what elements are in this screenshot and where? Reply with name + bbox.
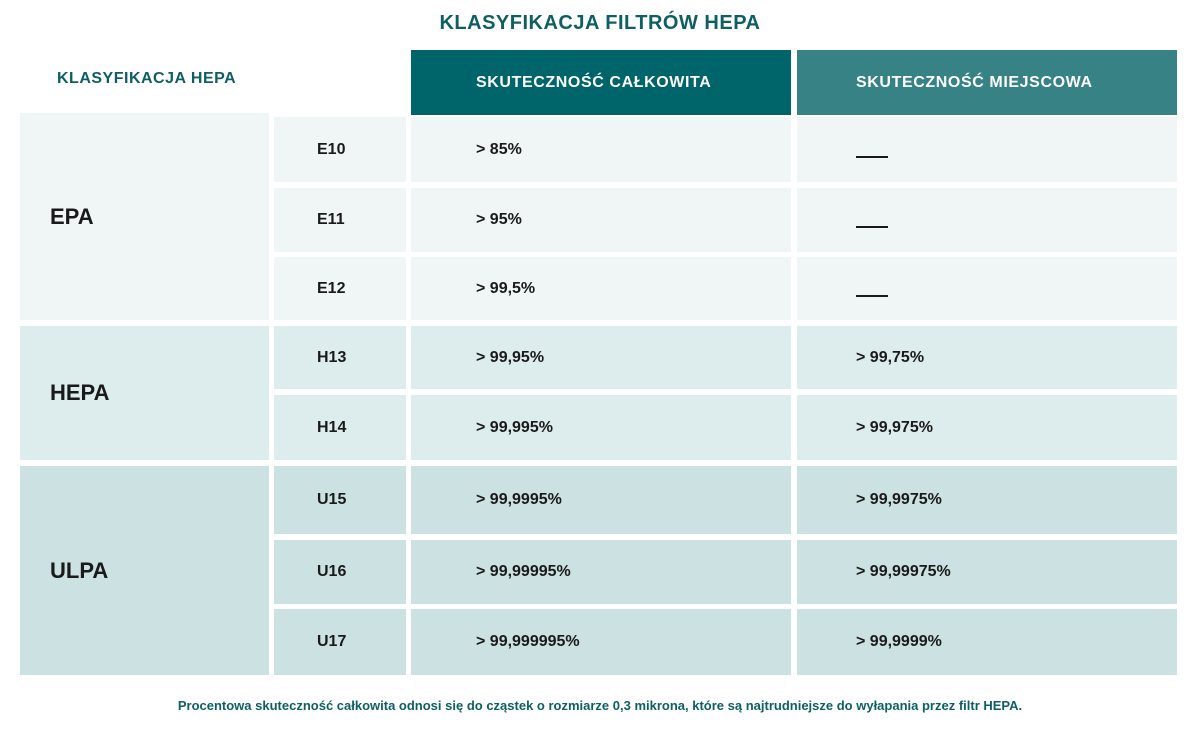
total-efficiency-value: > 85% xyxy=(476,140,522,158)
total-efficiency-cell xyxy=(411,117,791,182)
local-efficiency-value: > 99,99975% xyxy=(856,563,951,580)
table-row-code xyxy=(274,257,406,320)
table-row-code xyxy=(274,188,406,252)
local-efficiency-value: > 99,75% xyxy=(856,348,925,366)
table-row-code xyxy=(274,466,406,534)
group-label: EPA xyxy=(50,203,94,229)
table-row-code xyxy=(274,395,406,460)
class-code: E10 xyxy=(317,140,346,158)
total-efficiency-cell xyxy=(411,609,791,675)
group-label: ULPA xyxy=(50,557,109,583)
table-row-code xyxy=(274,540,406,604)
local-efficiency-value: > 99,9999% xyxy=(856,633,942,650)
total-efficiency-value: > 95% xyxy=(476,211,522,228)
local-efficiency-value: > 99,975% xyxy=(856,418,933,436)
class-code: E12 xyxy=(317,279,346,297)
total-efficiency-cell xyxy=(411,188,791,252)
class-code: H13 xyxy=(317,348,347,366)
total-efficiency-cell xyxy=(411,257,791,320)
total-efficiency-value: > 99,9995% xyxy=(476,491,562,508)
not-applicable-dash xyxy=(856,226,888,228)
class-code: U15 xyxy=(317,491,347,508)
local-efficiency-value: > 99,9975% xyxy=(856,491,942,508)
table-row-code xyxy=(274,326,406,389)
class-code: H14 xyxy=(317,418,347,436)
class-code: U17 xyxy=(317,633,347,650)
total-efficiency-value: > 99,99995% xyxy=(476,563,571,580)
group-label: HEPA xyxy=(50,380,110,405)
local-efficiency-cell xyxy=(797,188,1177,252)
local-efficiency-cell xyxy=(797,326,1177,389)
local-efficiency-header xyxy=(797,50,1177,115)
local-efficiency-cell xyxy=(797,609,1177,675)
total-efficiency-cell xyxy=(411,540,791,604)
page-title: KLASYFIKACJA FILTRÓW HEPA xyxy=(439,12,761,34)
total-efficiency-value: > 99,999995% xyxy=(476,633,580,650)
total-efficiency-cell xyxy=(411,466,791,534)
total-efficiency-cell xyxy=(411,326,791,389)
footnote: Procentowa skuteczność całkowita odnosi się do cząstek o rozmiarze 0,3 mikrona, które są najtrudniejsze do wyłapania przez filtr HEPA. xyxy=(177,698,1023,713)
not-applicable-dash xyxy=(856,156,888,158)
class-code: U16 xyxy=(317,563,347,580)
total-efficiency-header-label: SKUTECZNOŚĆ CAŁKOWITA xyxy=(476,73,712,91)
table-row-code xyxy=(274,609,406,675)
local-efficiency-cell xyxy=(797,540,1177,604)
classification-header: KLASYFIKACJA HEPA xyxy=(57,70,237,87)
total-efficiency-value: > 99,995% xyxy=(476,418,553,436)
group-hepa xyxy=(20,326,269,460)
local-efficiency-cell xyxy=(797,395,1177,460)
table-row-code xyxy=(274,117,406,182)
total-efficiency-value: > 99,95% xyxy=(476,348,545,366)
total-efficiency-cell xyxy=(411,395,791,460)
group-epa xyxy=(20,113,269,320)
local-efficiency-cell xyxy=(797,117,1177,182)
not-applicable-dash xyxy=(856,295,888,297)
local-efficiency-cell xyxy=(797,466,1177,534)
local-efficiency-cell xyxy=(797,257,1177,320)
local-efficiency-header-label: SKUTECZNOŚĆ MIEJSCOWA xyxy=(856,73,1093,91)
total-efficiency-header xyxy=(411,50,791,115)
class-code: E11 xyxy=(317,211,345,228)
group-ulpa xyxy=(20,466,269,675)
total-efficiency-value: > 99,5% xyxy=(476,279,536,297)
